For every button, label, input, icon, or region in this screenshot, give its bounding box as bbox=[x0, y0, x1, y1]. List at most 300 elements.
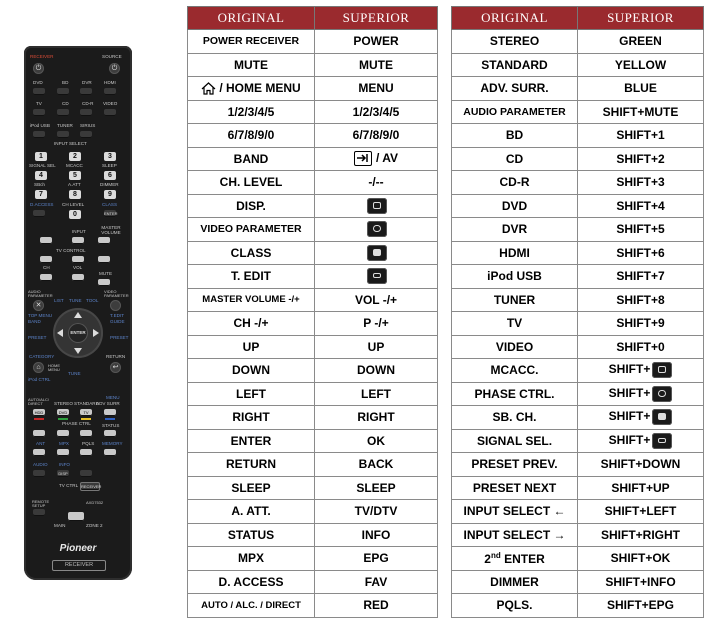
table-row bbox=[188, 523, 438, 547]
superior-cell: SHIFT+1 bbox=[578, 124, 704, 148]
remote-ipod-ctrl-label: iPod CTRL bbox=[28, 377, 51, 382]
table-row bbox=[188, 53, 438, 77]
remote-button-icon bbox=[367, 198, 387, 214]
original-cell: TUNER bbox=[452, 288, 578, 312]
shift-text: SHIFT+ bbox=[608, 385, 651, 400]
remote-zone-switch bbox=[68, 512, 84, 521]
table-row bbox=[452, 500, 704, 524]
table-row bbox=[188, 500, 438, 524]
table-row bbox=[188, 30, 438, 54]
superior-cell: TV/DTV bbox=[315, 500, 438, 524]
superior-cell bbox=[315, 218, 438, 242]
remote-btn bbox=[33, 131, 45, 138]
remote-auto-alc-label: AUTO/ALC/ DIRECT bbox=[28, 397, 50, 406]
original-cell: ENTER bbox=[188, 429, 315, 453]
superior-cell: FAV bbox=[315, 570, 438, 594]
remote-sirius-label: SIRIUS bbox=[80, 123, 96, 128]
remote-master-volume-label: MASTER VOLUME bbox=[101, 225, 121, 235]
superior-cell: MENU bbox=[315, 77, 438, 101]
remote-btn bbox=[33, 470, 45, 477]
superior-cell: YELLOW bbox=[578, 53, 704, 77]
remote-button-icon bbox=[367, 268, 387, 284]
remote-category-label: CATEGORY bbox=[29, 354, 55, 359]
original-cell: VIDEO PARAMETER bbox=[188, 218, 315, 242]
original-cell: MASTER VOLUME -/+ bbox=[188, 288, 315, 312]
table-row bbox=[452, 359, 704, 383]
remote-class-label: CLASS bbox=[102, 202, 118, 207]
original-cell: T. EDIT bbox=[188, 265, 315, 289]
table-row bbox=[452, 406, 704, 430]
original-cell: POWER RECEIVER bbox=[188, 30, 315, 54]
shift-text: SHIFT+ bbox=[608, 362, 651, 377]
remote-return-icon: ↩ bbox=[110, 362, 121, 373]
table-row bbox=[188, 171, 438, 195]
remote-tv-label: TV bbox=[36, 101, 42, 106]
remote-video-label: VIDEO bbox=[103, 101, 118, 106]
remote-dpad bbox=[53, 308, 103, 358]
remote-button-icon bbox=[652, 433, 672, 449]
remote-button-icon bbox=[367, 221, 387, 237]
remote-btn bbox=[33, 430, 45, 437]
superior-cell: UP bbox=[315, 335, 438, 359]
remote-btn bbox=[80, 470, 92, 477]
original-cell: 1/2/3/4/5 bbox=[188, 100, 315, 124]
remote-stereo-label: STEREO bbox=[54, 401, 73, 406]
table-row bbox=[452, 171, 704, 195]
superior-cell: BACK bbox=[315, 453, 438, 477]
superior-cell bbox=[315, 265, 438, 289]
remote-btn bbox=[40, 274, 52, 281]
second-enter-text: ENTER bbox=[504, 551, 545, 566]
superior-cell: 6/7/8/9/0 bbox=[315, 124, 438, 148]
table-row bbox=[188, 406, 438, 430]
remote-mpx-label: MPX bbox=[59, 441, 69, 446]
superior-cell: OK bbox=[315, 429, 438, 453]
remote-btn bbox=[40, 256, 52, 263]
remote-control-image bbox=[24, 46, 132, 580]
superior-cell: SHIFT+9 bbox=[578, 312, 704, 336]
remote-standard-label: STANDARD bbox=[74, 401, 99, 406]
table-row bbox=[188, 100, 438, 124]
remote-info-label: INFO bbox=[59, 462, 70, 467]
original-cell: PQLS. bbox=[452, 594, 578, 618]
table-row bbox=[188, 194, 438, 218]
table-row bbox=[188, 147, 438, 171]
remote-sleep-label: SLEEP bbox=[102, 163, 117, 168]
remote-mcacc-label: MCACC bbox=[66, 163, 83, 168]
superior-cell: SHIFT+6 bbox=[578, 241, 704, 265]
original-cell: A. ATT. bbox=[188, 500, 315, 524]
remote-zone2-label: ZONE 2 bbox=[86, 523, 103, 528]
table-row bbox=[452, 53, 704, 77]
source-power-icon: ⏻ bbox=[109, 63, 120, 74]
table-row bbox=[452, 547, 704, 571]
table-row bbox=[188, 570, 438, 594]
remote-ant-label: ANT bbox=[36, 441, 46, 446]
remote-tv-ctrl-label: TV CTRL bbox=[59, 483, 79, 488]
table-row bbox=[452, 382, 704, 406]
remote-btn bbox=[57, 430, 69, 437]
remote-btn bbox=[104, 449, 116, 456]
superior-cell: INFO bbox=[315, 523, 438, 547]
remote-btn bbox=[72, 274, 84, 281]
table-row bbox=[452, 312, 704, 336]
remote-dimmer-label: DIMMER bbox=[100, 182, 119, 187]
remote-num-5: 5 bbox=[69, 171, 81, 180]
superior-cell: SHIFT+5 bbox=[578, 218, 704, 242]
remote-btn bbox=[104, 88, 116, 95]
table-row bbox=[188, 547, 438, 571]
table-row bbox=[452, 476, 704, 500]
remote-brand-logo: Pioneer bbox=[59, 543, 97, 554]
superior-cell: SHIFT+EPG bbox=[578, 594, 704, 618]
remote-btn bbox=[80, 109, 92, 116]
remote-btn bbox=[57, 109, 69, 116]
remote-btn bbox=[104, 430, 116, 437]
dpad-right-icon bbox=[93, 329, 99, 337]
remote-btn bbox=[40, 237, 52, 244]
original-cell bbox=[452, 547, 578, 571]
remote-receiver2-btn: RECEIVER bbox=[81, 484, 102, 489]
remote-btn bbox=[72, 256, 84, 263]
table-row bbox=[188, 288, 438, 312]
superior-cell: RIGHT bbox=[315, 406, 438, 430]
remote-setup-label: REMOTE SETUP bbox=[32, 499, 50, 508]
original-cell: RIGHT bbox=[188, 406, 315, 430]
remote-num-1: 1 bbox=[35, 152, 47, 161]
original-cell: MCACC. bbox=[452, 359, 578, 383]
superior-cell: RED bbox=[315, 594, 438, 618]
original-cell: PHASE CTRL. bbox=[452, 382, 578, 406]
remote-home-menu-label: HOME MENU bbox=[48, 363, 60, 372]
remote-num-8: 8 bbox=[69, 190, 81, 199]
dpad-left-icon bbox=[57, 329, 63, 337]
remote-bd-label: BD bbox=[62, 80, 69, 85]
original-cell: LEFT bbox=[188, 382, 315, 406]
table-row bbox=[188, 359, 438, 383]
remote-vol-label: VOL bbox=[73, 265, 83, 270]
original-cell: DVR bbox=[452, 218, 578, 242]
superior-cell: GREEN bbox=[578, 30, 704, 54]
remote-tune-bottom-label: TUNE bbox=[68, 371, 81, 376]
remote-btn bbox=[33, 449, 45, 456]
superior-cell: SLEEP bbox=[315, 476, 438, 500]
remote-dvr-label: DVR bbox=[82, 80, 92, 85]
table-header-row bbox=[452, 7, 704, 30]
remote-btn bbox=[98, 279, 110, 286]
original-cell: CD-R bbox=[452, 171, 578, 195]
dpad-down-icon bbox=[74, 348, 82, 354]
original-cell: MPX bbox=[188, 547, 315, 571]
original-cell: CLASS bbox=[188, 241, 315, 265]
original-cell: STATUS bbox=[188, 523, 315, 547]
original-cell: CH -/+ bbox=[188, 312, 315, 336]
remote-btn bbox=[57, 131, 69, 138]
table-row bbox=[452, 241, 704, 265]
remote-tune-label: TUNE bbox=[69, 298, 82, 303]
table-row bbox=[452, 594, 704, 618]
remote-adv-surr-label: ADV SURR bbox=[96, 401, 120, 406]
mapping-table-right bbox=[451, 6, 704, 618]
original-cell: D. ACCESS bbox=[188, 570, 315, 594]
superior-cell: VOL -/+ bbox=[315, 288, 438, 312]
table-row bbox=[452, 30, 704, 54]
remote-enter-btn: ENTER bbox=[104, 211, 118, 216]
remote-button-icon bbox=[367, 245, 387, 261]
remote-preset-left-label: PRESET bbox=[28, 335, 47, 340]
remote-disp-btn: DISP bbox=[58, 471, 68, 476]
remote-model-label: AXD7532 bbox=[86, 500, 104, 505]
table-row bbox=[188, 476, 438, 500]
table-row bbox=[188, 77, 438, 101]
home-menu-text: / HOME MENU bbox=[219, 81, 301, 96]
remote-tedit-label: T.EDIT bbox=[110, 313, 125, 318]
superior-cell: SHIFT+OK bbox=[578, 547, 704, 571]
original-cell: SIGNAL SEL. bbox=[452, 429, 578, 453]
remote-tv-control-label: TV CONTROL bbox=[56, 248, 86, 253]
original-cell: DISP. bbox=[188, 194, 315, 218]
table-row bbox=[188, 453, 438, 477]
remote-tv-btn: TV bbox=[80, 409, 92, 416]
superior-cell: SHIFT+4 bbox=[578, 194, 704, 218]
header-original: ORIGINAL bbox=[452, 7, 578, 30]
remote-btn bbox=[98, 237, 110, 244]
original-cell: INPUT SELECT → bbox=[452, 523, 578, 547]
table-row bbox=[188, 241, 438, 265]
remote-home-icon: ⌂ bbox=[33, 362, 44, 373]
superior-cell: 1/2/3/4/5 bbox=[315, 100, 438, 124]
remote-btn bbox=[80, 131, 92, 138]
header-superior: SUPERIOR bbox=[315, 7, 438, 30]
remote-button-icon bbox=[652, 362, 672, 378]
original-cell: PRESET PREV. bbox=[452, 453, 578, 477]
remote-btn bbox=[57, 88, 69, 95]
original-cell: PRESET NEXT bbox=[452, 476, 578, 500]
remote-btn bbox=[80, 449, 92, 456]
home-icon bbox=[201, 82, 216, 95]
superior-cell: SHIFT+2 bbox=[578, 147, 704, 171]
header-original: ORIGINAL bbox=[188, 7, 315, 30]
original-cell: STEREO bbox=[452, 30, 578, 54]
remote-hdmi-label: HDMI bbox=[104, 80, 116, 85]
remote-top-menu-label: TOP MENU bbox=[28, 313, 53, 318]
table-row bbox=[452, 523, 704, 547]
remote-round-btn bbox=[110, 300, 121, 311]
remote-ipod-label: iPod USB bbox=[30, 123, 50, 128]
mapping-table-left bbox=[187, 6, 438, 618]
table-row bbox=[188, 594, 438, 618]
original-cell: INPUT SELECT ← bbox=[452, 500, 578, 524]
remote-mute-label: MUTE bbox=[99, 271, 113, 276]
original-cell: AUDIO PARAMETER bbox=[452, 100, 578, 124]
remote-bottom-label: RECEIVER bbox=[52, 560, 106, 571]
original-cell bbox=[188, 77, 315, 101]
superior-cell: SHIFT+3 bbox=[578, 171, 704, 195]
superior-cell: BLUE bbox=[578, 77, 704, 101]
remote-list-label: LIST bbox=[54, 298, 64, 303]
remote-receiver-label: RECEIVER bbox=[30, 54, 54, 59]
remote-btn bbox=[80, 430, 92, 437]
original-cell: RETURN bbox=[188, 453, 315, 477]
remote-input-select-label: INPUT SELECT bbox=[54, 141, 87, 146]
superior-cell bbox=[315, 147, 438, 171]
shift-text: SHIFT+ bbox=[608, 432, 651, 447]
original-cell: DOWN bbox=[188, 359, 315, 383]
av-text: / AV bbox=[375, 151, 398, 166]
original-cell: DVD bbox=[452, 194, 578, 218]
superior-cell: DOWN bbox=[315, 359, 438, 383]
table-row bbox=[188, 429, 438, 453]
table-header-row bbox=[188, 7, 438, 30]
superior-cell bbox=[578, 406, 704, 430]
remote-num-2: 2 bbox=[69, 152, 81, 161]
original-cell: 6/7/8/9/0 bbox=[188, 124, 315, 148]
superior-cell: POWER bbox=[315, 30, 438, 54]
second-suffix: nd bbox=[490, 550, 501, 560]
table-row bbox=[452, 147, 704, 171]
superior-cell: SHIFT+RIGHT bbox=[578, 523, 704, 547]
table-row bbox=[452, 77, 704, 101]
remote-num-4: 4 bbox=[35, 171, 47, 180]
remote-btn bbox=[33, 509, 45, 516]
original-cell: HDMI bbox=[452, 241, 578, 265]
remote-yellow-strip bbox=[81, 418, 91, 420]
superior-cell: EPG bbox=[315, 547, 438, 571]
table-row bbox=[452, 124, 704, 148]
remote-button-icon bbox=[652, 409, 672, 425]
superior-cell: SHIFT+7 bbox=[578, 265, 704, 289]
remote-btn bbox=[33, 109, 45, 116]
remote-daccess-label: D.ACCESS bbox=[30, 202, 54, 207]
table-row bbox=[452, 100, 704, 124]
original-cell: DIMMER bbox=[452, 570, 578, 594]
remote-guide-label: GUIDE bbox=[110, 319, 125, 324]
original-cell: STANDARD bbox=[452, 53, 578, 77]
remote-hdd-btn: HDD bbox=[34, 410, 44, 415]
original-cell: CH. LEVEL bbox=[188, 171, 315, 195]
remote-sbch-label: SBch bbox=[34, 182, 45, 187]
remote-source-label: SOURCE bbox=[102, 54, 122, 59]
table-row bbox=[452, 288, 704, 312]
remote-status-label: STATUS bbox=[102, 423, 120, 428]
dpad-up-icon bbox=[74, 312, 82, 318]
remote-ch-label: CH bbox=[43, 265, 50, 270]
original-cell: CD bbox=[452, 147, 578, 171]
shift-text: SHIFT+ bbox=[608, 409, 651, 424]
superior-cell: SHIFT+LEFT bbox=[578, 500, 704, 524]
original-cell: MUTE bbox=[188, 53, 315, 77]
remote-num-6: 6 bbox=[104, 171, 116, 180]
remote-btn bbox=[72, 237, 84, 244]
original-cell: BD bbox=[452, 124, 578, 148]
remote-main-label: MAIN bbox=[54, 523, 66, 528]
table-row bbox=[452, 453, 704, 477]
remote-num-3: 3 bbox=[104, 152, 116, 161]
remote-dvd-label: DVD bbox=[33, 80, 43, 85]
receiver-power-icon: ⏻ bbox=[33, 63, 44, 74]
superior-cell: LEFT bbox=[315, 382, 438, 406]
original-cell: UP bbox=[188, 335, 315, 359]
original-cell: ADV. SURR. bbox=[452, 77, 578, 101]
remote-close-icon: ✕ bbox=[33, 300, 44, 311]
table-row bbox=[452, 570, 704, 594]
remote-audio-parameter-label: AUDIO PARAMETER bbox=[28, 289, 53, 298]
remote-num-9: 9 bbox=[104, 190, 116, 199]
superior-cell: MUTE bbox=[315, 53, 438, 77]
remote-btn bbox=[57, 449, 69, 456]
table-row bbox=[452, 194, 704, 218]
table-row bbox=[452, 429, 704, 453]
original-cell: iPod USB bbox=[452, 265, 578, 289]
original-cell: VIDEO bbox=[452, 335, 578, 359]
remote-btn bbox=[104, 409, 116, 416]
remote-tuner-label: TUNER bbox=[57, 123, 73, 128]
original-cell: TV bbox=[452, 312, 578, 336]
superior-cell bbox=[578, 429, 704, 453]
remote-video-parameter-label: VIDEO PARAMETER bbox=[104, 289, 129, 298]
remote-button-icon bbox=[652, 386, 672, 402]
remote-green-strip bbox=[58, 418, 68, 420]
second-prefix: 2 bbox=[484, 551, 491, 566]
remote-aatt-label: A.ATT bbox=[68, 182, 81, 187]
table-row bbox=[452, 218, 704, 242]
original-cell: BAND bbox=[188, 147, 315, 171]
remote-phase-ctrl-label: PHASE CTRL bbox=[62, 421, 91, 426]
original-cell: SB. CH. bbox=[452, 406, 578, 430]
input-source-icon bbox=[354, 151, 372, 166]
remote-dvd-btn: DVD bbox=[58, 410, 68, 415]
remote-tool-label: TOOL bbox=[86, 298, 99, 303]
superior-cell: SHIFT+DOWN bbox=[578, 453, 704, 477]
table-row bbox=[188, 335, 438, 359]
remote-num-7: 7 bbox=[35, 190, 47, 199]
remote-btn bbox=[33, 88, 45, 95]
remote-btn bbox=[98, 256, 110, 263]
superior-cell: SHIFT+8 bbox=[578, 288, 704, 312]
remote-pqls-label: PQLS bbox=[82, 441, 95, 446]
remote-return-label: RETURN bbox=[106, 354, 126, 359]
table-row bbox=[188, 382, 438, 406]
table-row bbox=[188, 124, 438, 148]
superior-cell: P -/+ bbox=[315, 312, 438, 336]
superior-cell: -/-- bbox=[315, 171, 438, 195]
superior-cell bbox=[578, 382, 704, 406]
remote-btn bbox=[33, 210, 45, 217]
table-row bbox=[188, 218, 438, 242]
remote-btn bbox=[104, 109, 116, 116]
remote-blue-strip bbox=[105, 418, 115, 420]
superior-cell: SHIFT+0 bbox=[578, 335, 704, 359]
remote-signal-sel-label: SIGNAL SEL bbox=[29, 163, 56, 168]
remote-preset-right-label: PRESET bbox=[110, 335, 129, 340]
remote-num-0: 0 bbox=[69, 210, 81, 219]
superior-cell bbox=[578, 359, 704, 383]
remote-memory-label: MEMORY bbox=[102, 441, 123, 446]
superior-cell: SHIFT+INFO bbox=[578, 570, 704, 594]
superior-cell: SHIFT+UP bbox=[578, 476, 704, 500]
remote-dpad-enter: ENTER bbox=[68, 323, 88, 343]
remote-audio-label: AUDIO bbox=[33, 462, 48, 467]
table-row bbox=[452, 265, 704, 289]
remote-input-label: INPUT bbox=[72, 229, 86, 234]
remote-red-strip bbox=[34, 418, 44, 420]
table-row bbox=[188, 265, 438, 289]
superior-cell: SHIFT+MUTE bbox=[578, 100, 704, 124]
table-row bbox=[452, 335, 704, 359]
table-row bbox=[188, 312, 438, 336]
remote-cdr-label: CD-R bbox=[82, 101, 94, 106]
remote-cd-label: CD bbox=[62, 101, 69, 106]
